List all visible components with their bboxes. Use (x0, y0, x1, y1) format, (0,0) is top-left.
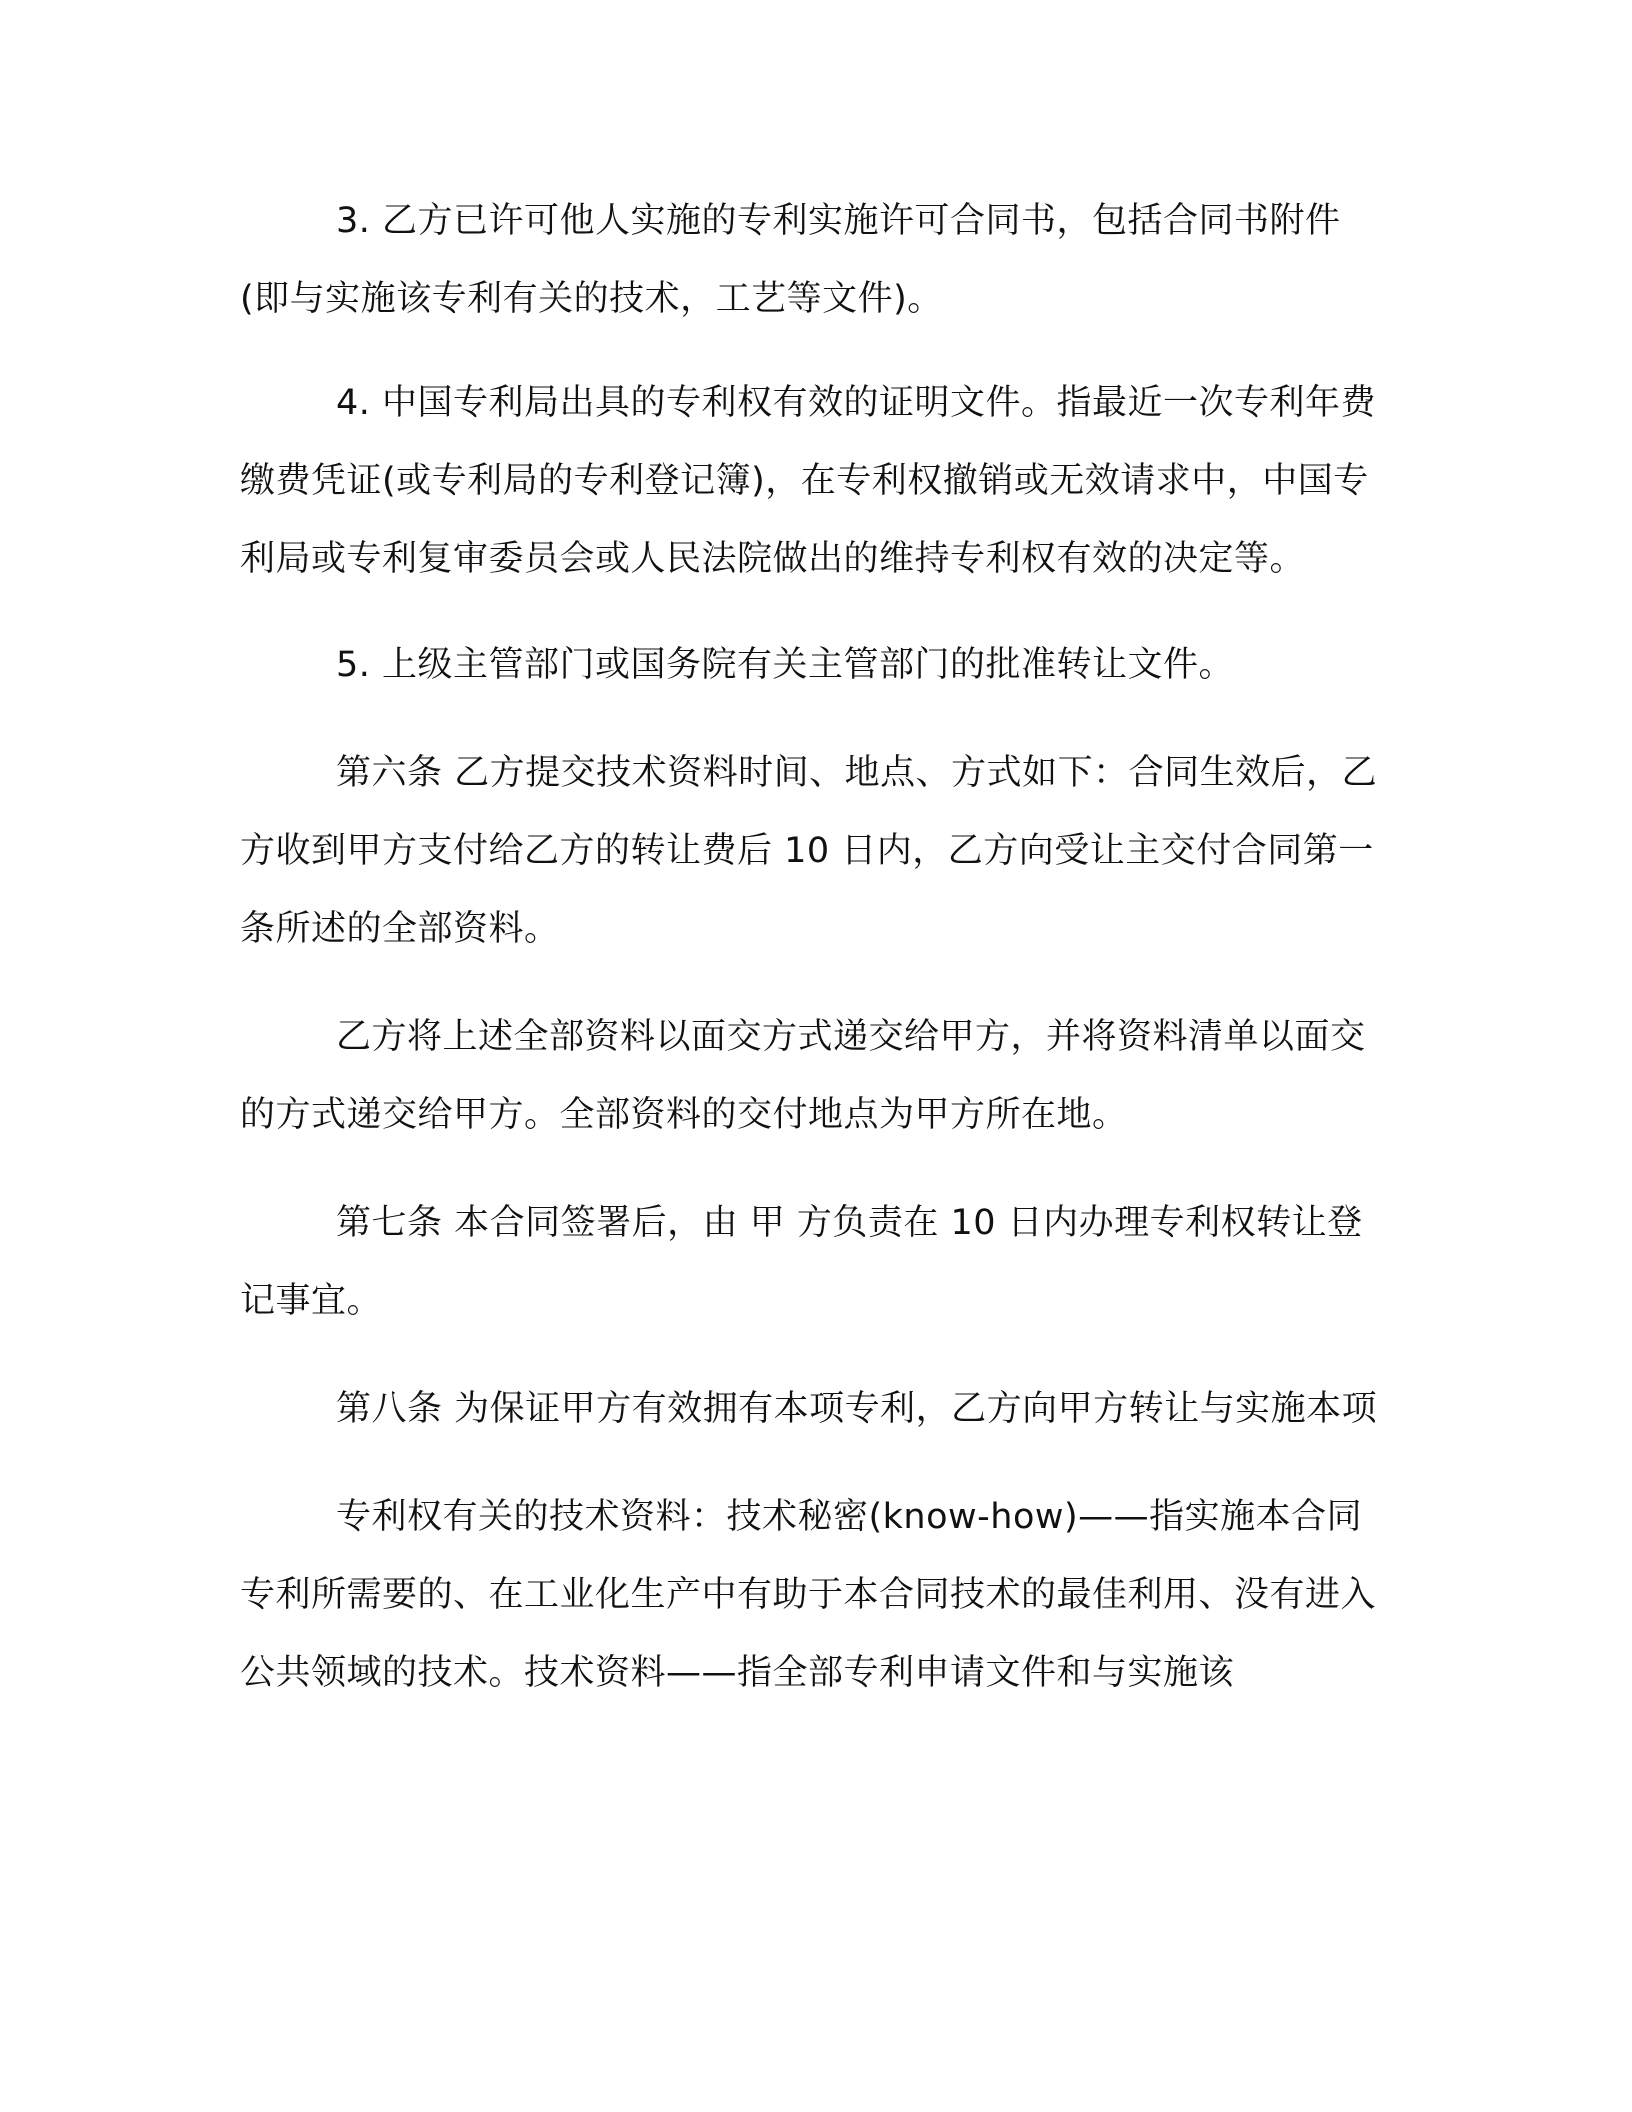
paragraph-delivery-method: 乙方将上述全部资料以面交方式递交给甲方，并将资料清单以面交的方式递交给甲方。全部资料的交付地点为甲方所在地。 (240, 1017, 1366, 1135)
paragraph-item-4: 4. 中国专利局出具的专利权有效的证明文件。指最近一次专利年费缴费凭证(或专利局的专利登记簿)，在专利权撤销或无效请求中，中国专利局或专利复审委员会或人民法院做出的维持专利权有效的决定等。 (240, 383, 1377, 579)
paragraph-technical-materials: 专利权有关的技术资料：技术秘密(know-how)——指实施本合同专利所需要的、在工业化生产中有助于本合同技术的最佳利用、没有进入公共领域的技术。技术资料——指全部专利申请文件和与实施该 (240, 1497, 1377, 1693)
paragraph-article-6: 第六条 乙方提交技术资料时间、地点、方式如下：合同生效后，乙方收到甲方支付给乙方的转让费后 10 日内，乙方向受让主交付合同第一条所述的全部资料。 (240, 753, 1378, 949)
document-body (240, 182, 1390, 1742)
paragraph-item-3: 3. 乙方已许可他人实施的专利实施许可合同书，包括合同书附件(即与实施该专利有关的技术，工艺等文件)。 (240, 201, 1341, 319)
paragraph-item-5: 5. 上级主管部门或国务院有关主管部门的批准转让文件。 (336, 645, 1235, 685)
paragraph-article-8: 第八条 为保证甲方有效拥有本项专利，乙方向甲方转让与实施本项 (336, 1389, 1378, 1429)
paragraph-article-7: 第七条 本合同签署后，由 甲 方负责在 10 日内办理专利权转让登记事宜。 (240, 1203, 1363, 1321)
